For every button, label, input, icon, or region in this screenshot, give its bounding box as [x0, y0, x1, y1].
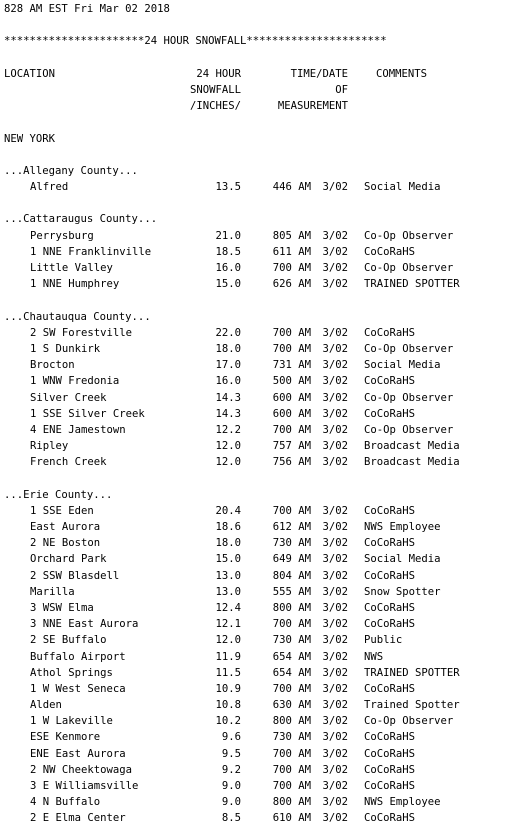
date-cell: 3/02	[322, 601, 348, 614]
table-row	[4, 762, 527, 778]
snowfall-cell: 10.2	[215, 715, 241, 728]
comment-cell: Co-Op Observer	[364, 262, 454, 274]
column-header-row-2	[4, 82, 527, 98]
location-cell: 4 N Buffalo	[30, 796, 101, 809]
location-cell: Athol Springs	[30, 666, 113, 679]
location-cell: East Aurora	[30, 521, 101, 533]
time-cell: 700 AM	[272, 423, 311, 436]
comment-cell: Trained Spotter	[364, 699, 460, 712]
spacer	[4, 470, 527, 486]
snowfall-cell: 12.0	[215, 440, 241, 453]
table-row	[4, 665, 527, 681]
table-row	[4, 503, 527, 519]
table-row	[4, 390, 527, 406]
time-cell: 626 AM	[272, 278, 311, 291]
time-cell: 612 AM	[272, 521, 311, 533]
time-cell: 654 AM	[272, 666, 311, 679]
location-cell: Brocton	[30, 359, 75, 372]
date-cell: 3/02	[322, 763, 348, 776]
date-cell: 3/02	[322, 342, 348, 355]
time-cell: 600 AM	[272, 391, 311, 404]
time-cell: 700 AM	[272, 682, 311, 695]
snowfall-cell: 13.0	[215, 585, 241, 598]
table-row	[4, 438, 527, 454]
table-row	[4, 228, 527, 244]
table-row	[4, 244, 527, 260]
time-cell: 730 AM	[272, 634, 311, 647]
snowfall-cell: 18.6	[215, 521, 241, 533]
location-cell: 2 SW Forestville	[30, 326, 133, 339]
location-cell: Perrysburg	[30, 229, 94, 242]
report-timestamp: 828 AM EST Fri Mar 02 2018	[4, 3, 170, 15]
comment-cell: CoCoRaHS	[364, 618, 416, 631]
county-heading: ...Chautauqua County...	[4, 310, 151, 323]
date-cell: 3/02	[322, 456, 348, 469]
snowfall-cell: 9.0	[221, 780, 241, 792]
date-cell: 3/02	[322, 326, 348, 339]
comment-cell: CoCoRaHS	[364, 326, 416, 339]
date-cell: 3/02	[322, 650, 348, 663]
table-row	[4, 260, 527, 276]
date-cell: 3/02	[322, 569, 348, 582]
snowfall-cell: 11.5	[215, 666, 241, 679]
table-row	[4, 551, 527, 567]
comment-cell: Social Media	[364, 553, 441, 566]
date-cell: 3/02	[322, 796, 348, 809]
time-cell: 730 AM	[272, 731, 311, 744]
comment-cell: CoCoRaHS	[364, 780, 416, 792]
table-row	[4, 535, 527, 551]
table-row	[4, 341, 527, 357]
spacer	[4, 50, 527, 66]
county-heading: ...Allegany County...	[4, 164, 138, 177]
table-row	[4, 584, 527, 600]
table-row	[4, 422, 527, 438]
spacer	[4, 17, 527, 33]
snowfall-cell: 15.0	[215, 278, 241, 291]
snowfall-cell: 18.0	[215, 537, 241, 550]
location-cell: 1 W West Seneca	[30, 682, 126, 695]
comment-cell: Public	[364, 634, 403, 647]
column-header-comments: COMMENTS	[376, 67, 428, 80]
comment-cell: Co-Op Observer	[364, 423, 454, 436]
column-header-time-2: OF	[335, 83, 348, 96]
table-row	[4, 632, 527, 648]
location-cell: 2 E Elma Center	[30, 812, 126, 825]
column-header-time-3: MEASUREMENT	[277, 100, 348, 113]
table-row	[4, 697, 527, 713]
snowfall-cell: 9.6	[221, 731, 241, 744]
location-cell: 1 SSE Silver Creek	[30, 407, 145, 420]
time-cell: 731 AM	[272, 359, 311, 372]
date-cell: 3/02	[322, 666, 348, 679]
time-cell: 805 AM	[272, 229, 311, 242]
time-cell: 804 AM	[272, 569, 311, 582]
date-cell: 3/02	[322, 359, 348, 372]
table-row	[4, 810, 527, 826]
comment-cell: CoCoRaHS	[364, 731, 416, 744]
table-row	[4, 519, 527, 535]
time-cell: 700 AM	[272, 763, 311, 776]
comment-cell: Broadcast Media	[364, 456, 460, 469]
date-cell: 3/02	[322, 245, 348, 258]
snowfall-cell: 13.5	[215, 181, 241, 194]
date-cell: 3/02	[322, 585, 348, 598]
county-heading: ...Cattaraugus County...	[4, 213, 158, 226]
date-cell: 3/02	[322, 407, 348, 420]
date-cell: 3/02	[322, 278, 348, 291]
snowfall-cell: 10.9	[215, 682, 241, 695]
table-row	[4, 713, 527, 729]
snowfall-cell: 14.3	[215, 391, 241, 404]
snowfall-cell: 12.0	[215, 456, 241, 469]
location-cell: 1 WNW Fredonia	[30, 375, 120, 388]
location-cell: Orchard Park	[30, 553, 107, 566]
table-row	[4, 746, 527, 762]
date-cell: 3/02	[322, 812, 348, 825]
comment-cell: TRAINED SPOTTER	[364, 278, 460, 291]
date-cell: 3/02	[322, 229, 348, 242]
comment-cell: CoCoRaHS	[364, 812, 416, 825]
date-cell: 3/02	[322, 391, 348, 404]
comment-cell: NWS	[364, 650, 384, 663]
table-row	[4, 794, 527, 810]
table-row	[4, 681, 527, 697]
time-cell: 757 AM	[272, 440, 311, 453]
location-cell: 2 NE Boston	[30, 537, 101, 550]
location-cell: 1 W Lakeville	[30, 715, 113, 728]
date-cell: 3/02	[322, 440, 348, 453]
time-cell: 800 AM	[272, 715, 311, 728]
time-cell: 800 AM	[272, 796, 311, 809]
comment-cell: NWS Employee	[364, 521, 441, 533]
location-cell: 3 WSW Elma	[30, 601, 94, 614]
date-cell: 3/02	[322, 634, 348, 647]
snowfall-cell: 21.0	[215, 229, 241, 242]
location-cell: ESE Kenmore	[30, 731, 101, 744]
location-cell: Marilla	[30, 585, 75, 598]
comment-cell: Social Media	[364, 181, 441, 194]
snowfall-cell: 9.2	[221, 763, 241, 776]
time-cell: 630 AM	[272, 699, 311, 712]
location-cell: Alden	[30, 699, 62, 712]
comment-cell: CoCoRaHS	[364, 504, 416, 517]
location-cell: ENE East Aurora	[30, 747, 126, 760]
date-cell: 3/02	[322, 375, 348, 388]
column-header-time-1: TIME/DATE	[290, 67, 348, 80]
snowfall-cell: 18.5	[215, 245, 241, 258]
county-sections	[4, 163, 527, 827]
comment-cell: Social Media	[364, 359, 441, 372]
spacer	[4, 114, 527, 130]
comment-cell: CoCoRaHS	[364, 537, 416, 550]
date-cell: 3/02	[322, 181, 348, 194]
comment-cell: Co-Op Observer	[364, 229, 454, 242]
location-cell: 1 NNE Humphrey	[30, 278, 120, 291]
table-row	[4, 179, 527, 195]
column-header-location: LOCATION	[4, 67, 56, 80]
location-cell: 3 E Williamsville	[30, 780, 139, 792]
date-cell: 3/02	[322, 780, 348, 792]
date-cell: 3/02	[322, 423, 348, 436]
location-cell: Buffalo Airport	[30, 650, 126, 663]
snowfall-cell: 9.5	[221, 747, 241, 760]
snowfall-cell: 16.0	[215, 262, 241, 274]
table-row	[4, 568, 527, 584]
snowfall-cell: 15.0	[215, 553, 241, 566]
column-header-row-3	[4, 98, 527, 114]
location-cell: Ripley	[30, 440, 69, 453]
comment-cell: CoCoRaHS	[364, 245, 416, 258]
location-cell: 3 NNE East Aurora	[30, 618, 139, 631]
time-cell: 700 AM	[272, 504, 311, 517]
county-heading: ...Erie County...	[4, 488, 113, 501]
comment-cell: Snow Spotter	[364, 585, 441, 598]
snowfall-cell: 9.0	[221, 796, 241, 809]
comment-cell: CoCoRaHS	[364, 682, 416, 695]
date-cell: 3/02	[322, 682, 348, 695]
comment-cell: TRAINED SPOTTER	[364, 666, 460, 679]
location-cell: 1 S Dunkirk	[30, 342, 101, 355]
time-cell: 611 AM	[272, 245, 311, 258]
date-cell: 3/02	[322, 537, 348, 550]
date-cell: 3/02	[322, 521, 348, 533]
comment-cell: Co-Op Observer	[364, 715, 454, 728]
location-cell: Little Valley	[30, 262, 113, 274]
table-row	[4, 325, 527, 341]
snowfall-cell: 12.4	[215, 601, 241, 614]
location-cell: Silver Creek	[30, 391, 107, 404]
table-row	[4, 616, 527, 632]
time-cell: 730 AM	[272, 537, 311, 550]
snowfall-cell: 10.8	[215, 699, 241, 712]
comment-cell: CoCoRaHS	[364, 569, 416, 582]
comment-cell: Co-Op Observer	[364, 391, 454, 404]
time-cell: 555 AM	[272, 585, 311, 598]
spacer	[4, 195, 527, 211]
table-row	[4, 276, 527, 292]
location-cell: 1 SSE Eden	[30, 504, 94, 517]
table-row	[4, 778, 527, 794]
time-cell: 654 AM	[272, 650, 311, 663]
snowfall-cell: 20.4	[215, 504, 241, 517]
column-header-row-1	[4, 66, 527, 82]
time-cell: 500 AM	[272, 375, 311, 388]
location-cell: 2 NW Cheektowaga	[30, 763, 133, 776]
comment-cell: CoCoRaHS	[364, 407, 416, 420]
date-cell: 3/02	[322, 731, 348, 744]
date-cell: 3/02	[322, 262, 348, 274]
snowfall-cell: 12.0	[215, 634, 241, 647]
location-cell: 1 NNE Franklinville	[30, 245, 152, 258]
snowfall-cell: 13.0	[215, 569, 241, 582]
time-cell: 649 AM	[272, 553, 311, 566]
snowfall-cell: 8.5	[221, 812, 241, 825]
date-cell: 3/02	[322, 715, 348, 728]
time-cell: 700 AM	[272, 618, 311, 631]
time-cell: 600 AM	[272, 407, 311, 420]
date-cell: 3/02	[322, 699, 348, 712]
table-row	[4, 373, 527, 389]
time-cell: 800 AM	[272, 601, 311, 614]
date-cell: 3/02	[322, 747, 348, 760]
spacer	[4, 292, 527, 308]
location-cell: Alfred	[30, 181, 69, 194]
snowfall-cell: 17.0	[215, 359, 241, 372]
time-cell: 700 AM	[272, 780, 311, 792]
snowfall-cell: 11.9	[215, 650, 241, 663]
comment-cell: NWS Employee	[364, 796, 441, 809]
table-row	[4, 729, 527, 745]
snowfall-cell: 12.2	[215, 423, 241, 436]
time-cell: 610 AM	[272, 812, 311, 825]
location-cell: 2 SSW Blasdell	[30, 569, 120, 582]
comment-cell: CoCoRaHS	[364, 763, 416, 776]
snowfall-cell: 16.0	[215, 375, 241, 388]
column-header-snowfall-1: 24 HOUR	[196, 67, 241, 80]
time-cell: 700 AM	[272, 342, 311, 355]
table-row	[4, 406, 527, 422]
location-cell: French Creek	[30, 456, 107, 469]
comment-cell: CoCoRaHS	[364, 747, 416, 760]
time-cell: 700 AM	[272, 326, 311, 339]
time-cell: 756 AM	[272, 456, 311, 469]
table-row	[4, 649, 527, 665]
snowfall-cell: 14.3	[215, 407, 241, 420]
snowfall-cell: 22.0	[215, 326, 241, 339]
time-cell: 700 AM	[272, 747, 311, 760]
snowfall-cell: 12.1	[215, 618, 241, 631]
time-cell: 446 AM	[272, 181, 311, 194]
comment-cell: CoCoRaHS	[364, 601, 416, 614]
spacer	[4, 147, 527, 163]
comment-cell: CoCoRaHS	[364, 375, 416, 388]
column-header-snowfall-3: /INCHES/	[189, 100, 241, 113]
table-row	[4, 357, 527, 373]
comment-cell: Co-Op Observer	[364, 342, 454, 355]
table-row	[4, 454, 527, 470]
report-banner: **********************24 HOUR SNOWFALL**********************	[4, 35, 387, 48]
state-heading: NEW YORK	[4, 132, 56, 145]
time-cell: 700 AM	[272, 262, 311, 274]
table-row	[4, 600, 527, 616]
location-cell: 2 SE Buffalo	[30, 634, 107, 647]
date-cell: 3/02	[322, 618, 348, 631]
comment-cell: Broadcast Media	[364, 440, 460, 453]
location-cell: 4 ENE Jamestown	[30, 423, 126, 436]
column-header-snowfall-2: SNOWFALL	[189, 83, 241, 96]
date-cell: 3/02	[322, 504, 348, 517]
date-cell: 3/02	[322, 553, 348, 566]
snowfall-cell: 18.0	[215, 342, 241, 355]
